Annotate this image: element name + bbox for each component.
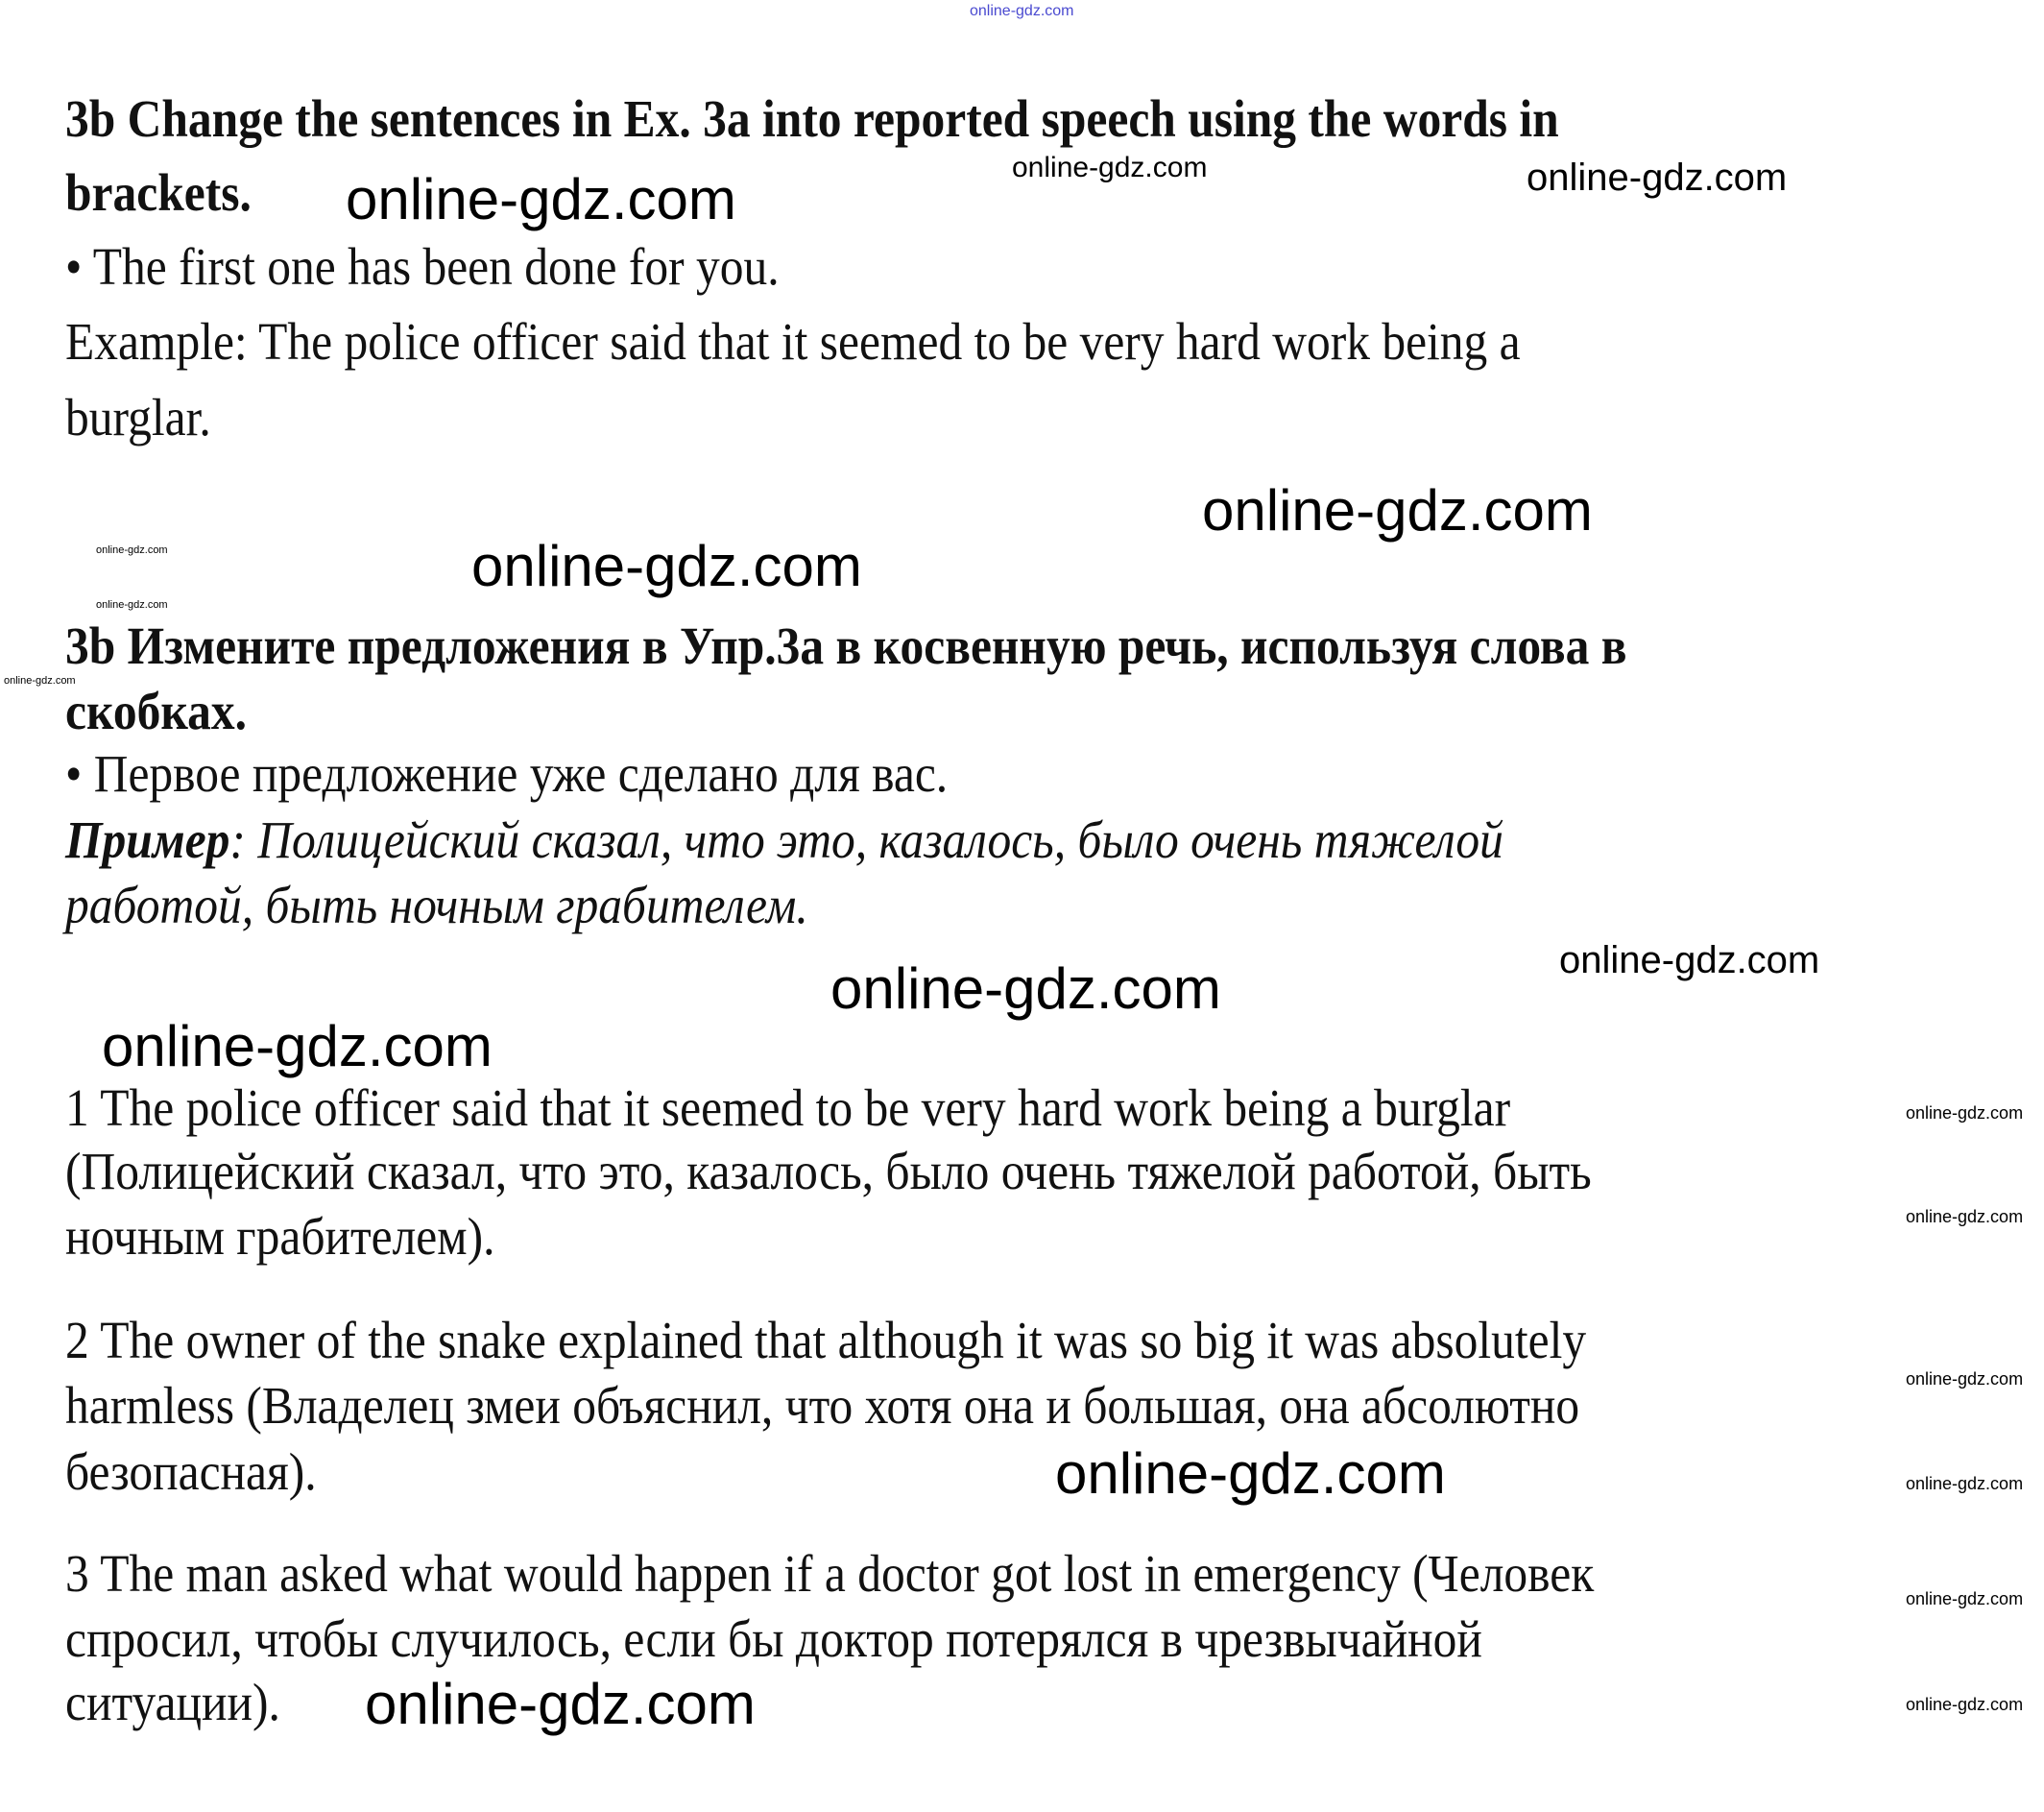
watermark: online-gdz.com — [1906, 1103, 2024, 1123]
top-watermark: online-gdz.com — [970, 3, 1074, 19]
example-label: Пример — [65, 810, 230, 869]
watermark: online-gdz.com — [1527, 157, 1788, 199]
watermark: online-gdz.com — [1055, 1441, 1446, 1506]
watermark: online-gdz.com — [1202, 478, 1593, 543]
exercise-heading-en: 3b Change the sentences in Ex. 3a into reported speech using the words in — [65, 89, 1559, 148]
example-ru-cont: работой, быть ночным грабителем. — [65, 876, 808, 934]
watermark: online-gdz.com — [4, 675, 76, 687]
watermark: online-gdz.com — [1559, 939, 1820, 981]
answer-3-line-3: ситуации). — [65, 1673, 280, 1731]
answer-2-line-3: безопасная). — [65, 1442, 317, 1501]
example-en-cont: burglar. — [65, 388, 211, 447]
exercise-heading-en-cont: brackets. — [65, 163, 252, 222]
answer-2-line-1: 2 The owner of the snake explained that although it was so big it was absolutely — [65, 1311, 1587, 1369]
watermark: online-gdz.com — [365, 1672, 756, 1736]
answer-3-line-1: 3 The man asked what would happen if a doctor got lost in emergency (Человек — [65, 1544, 1595, 1603]
answer-1-line-1: 1 The police officer said that it seemed to be very hard work being a burglar — [65, 1078, 1511, 1137]
instruction-en: • The first one has been done for you. — [65, 237, 780, 296]
watermark: online-gdz.com — [1906, 1369, 2024, 1389]
exercise-heading-ru-cont: скобках. — [65, 682, 247, 740]
answer-3-line-2: спросил, чтобы случилось, если бы доктор потерялся в чрезвычайной — [65, 1609, 1482, 1668]
watermark: online-gdz.com — [1906, 1207, 2024, 1226]
watermark: online-gdz.com — [96, 544, 168, 556]
example-ru — [65, 810, 1503, 869]
instruction-ru: • Первое предложение уже сделано для вас. — [65, 744, 949, 803]
watermark: online-gdz.com — [1906, 1695, 2024, 1714]
example-en: Example: The police officer said that it seemed to be very hard work being a — [65, 312, 1521, 371]
watermark: online-gdz.com — [346, 167, 736, 231]
answer-1-line-3: ночным грабителем). — [65, 1207, 495, 1266]
exercise-heading-ru: 3b Измените предложения в Упр.3а в косвенную речь, используя слова в — [65, 616, 1627, 675]
watermark: online-gdz.com — [96, 599, 168, 611]
watermark: online-gdz.com — [1906, 1589, 2024, 1608]
watermark: online-gdz.com — [1012, 152, 1208, 183]
watermark: online-gdz.com — [471, 534, 862, 598]
watermark: online-gdz.com — [1906, 1474, 2024, 1493]
example-ru-text: : Полицейский сказал, что это, казалось, было очень тяжелой — [229, 810, 1503, 869]
watermark: online-gdz.com — [102, 1014, 493, 1078]
watermark: online-gdz.com — [830, 956, 1221, 1021]
answer-2-line-2: harmless (Владелец змеи объяснил, что хотя она и большая, она абсолютно — [65, 1376, 1580, 1435]
answer-1-line-2: (Полицейский сказал, что это, казалось, было очень тяжелой работой, быть — [65, 1142, 1592, 1200]
